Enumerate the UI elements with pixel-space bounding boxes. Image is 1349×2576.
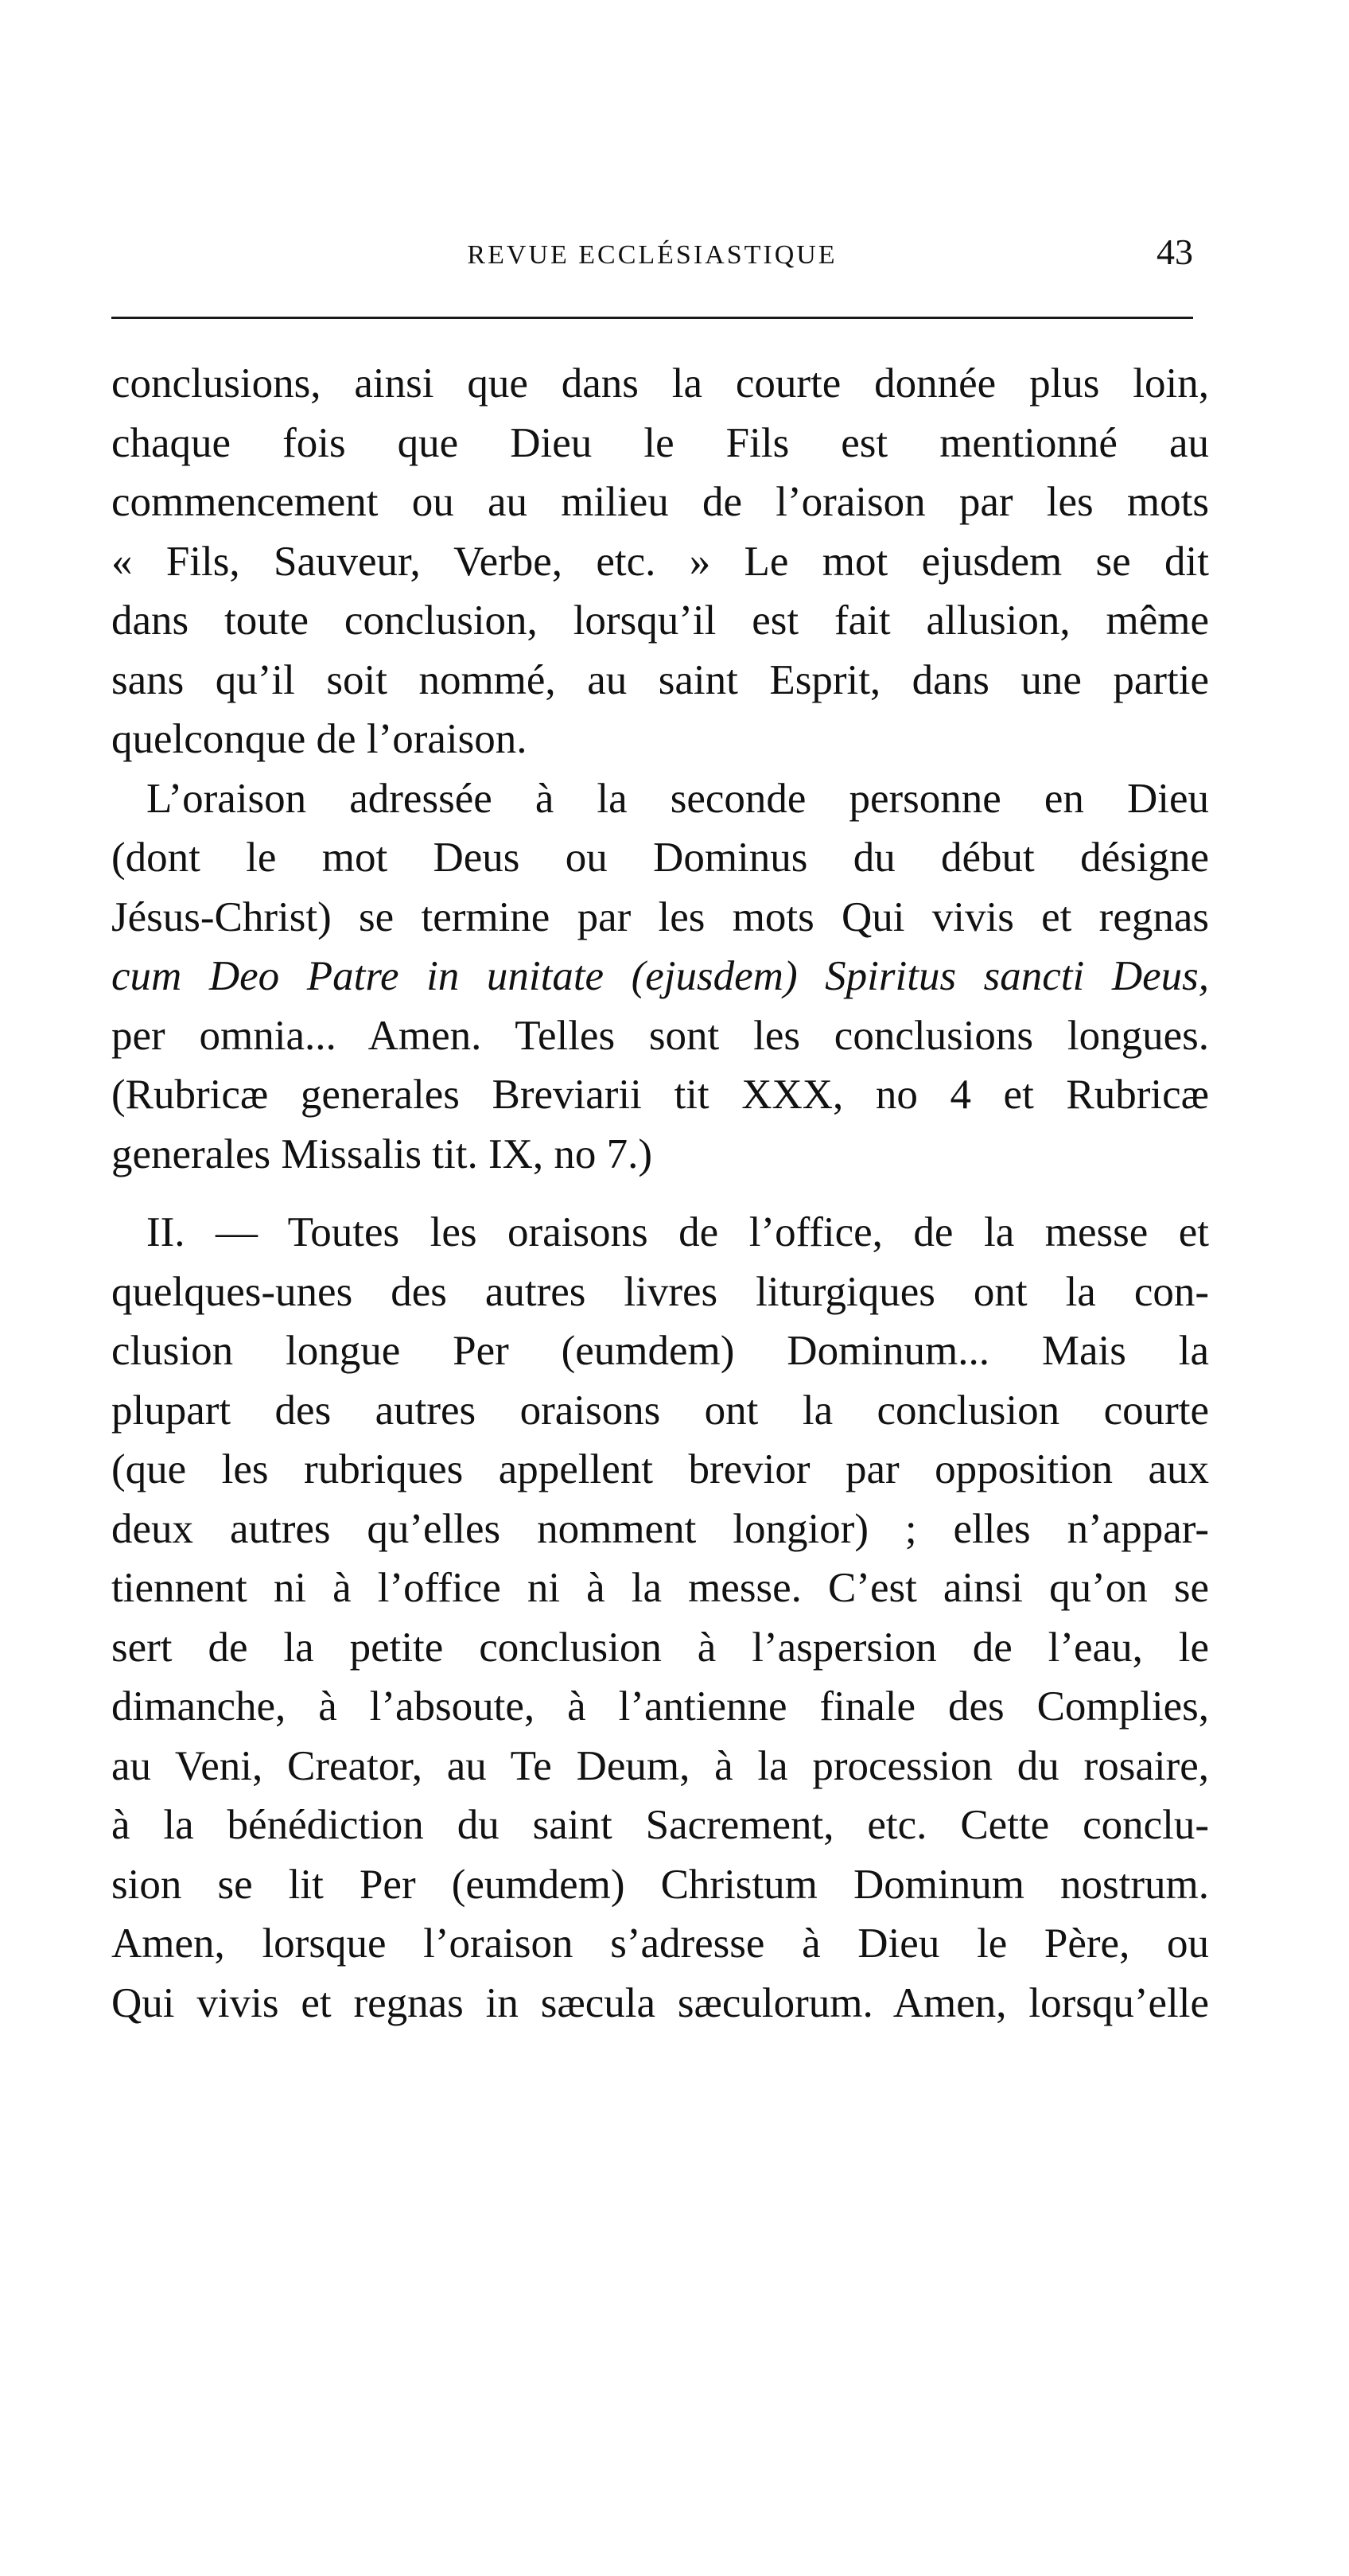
text-line: (Rubricæ generales Breviarii tit XXX, no 4 et Rubricæ bbox=[111, 1072, 1209, 1118]
text-line: Amen, lorsque l’oraison s’adresse à Dieu le Père, ou bbox=[111, 1920, 1209, 1967]
text-line: chaque fois que Dieu le Fils est mentionné au bbox=[111, 419, 1209, 466]
text-line: Jésus-Christ) se termine par les mots Qui vivis et regnas bbox=[111, 893, 1209, 940]
text-line: sans qu’il soit nommé, au saint Esprit, dans une partie bbox=[111, 656, 1209, 703]
text-line: Qui vivis et regnas in sæcula sæculorum. Amen, lorsqu’elle bbox=[111, 1979, 1209, 2026]
text-line: cum Deo Patre in unitate (ejusdem) Spiritus sancti Deus, bbox=[111, 953, 1209, 999]
text-line: sion se lit Per (eumdem) Christum Dominum nostrum. bbox=[111, 1861, 1209, 1908]
text-line: quelques-unes des autres livres liturgiques ont la con- bbox=[111, 1268, 1209, 1315]
text-line: commencement ou au milieu de l’oraison par les mots bbox=[111, 479, 1209, 525]
text-line: deux autres qu’elles nomment longior) ; elles n’appar- bbox=[111, 1505, 1209, 1552]
text-line: clusion longue Per (eumdem) Dominum... Mais la bbox=[111, 1328, 1209, 1374]
running-title: REVUE ECCLÉSIASTIQUE bbox=[467, 240, 838, 270]
paragraph-1 bbox=[111, 354, 1209, 769]
text-line: sert de la petite conclusion à l’aspersion de l’eau, le bbox=[111, 1624, 1209, 1671]
text-line: tiennent ni à l’office ni à la messe. C’est ainsi qu’on se bbox=[111, 1565, 1209, 1611]
text-line: dans toute conclusion, lorsqu’il est fait allusion, même bbox=[111, 597, 1209, 644]
header-rule bbox=[111, 317, 1193, 319]
text-line: conclusions, ainsi que dans la courte donnée plus loin, bbox=[111, 360, 1209, 407]
page-number: 43 bbox=[1157, 232, 1193, 272]
text-line: II. — Toutes les oraisons de l’office, de la messe et bbox=[146, 1209, 1209, 1255]
text-line: per omnia... Amen. Telles sont les conclusions longues. bbox=[111, 1012, 1209, 1059]
body-text bbox=[111, 354, 1209, 2033]
text-line: quelconque de l’oraison. bbox=[111, 716, 527, 762]
text-line: generales Missalis tit. IX, no 7.) bbox=[111, 1130, 653, 1177]
running-head bbox=[111, 231, 1193, 278]
text-line: (que les rubriques appellent brevior par opposition aux bbox=[111, 1446, 1209, 1492]
paragraph-2 bbox=[111, 769, 1209, 1185]
text-line: au Veni, Creator, au Te Deum, à la procession du rosaire, bbox=[111, 1742, 1209, 1789]
text-line: L’oraison adressée à la seconde personne en Dieu bbox=[146, 775, 1209, 822]
text-line: dimanche, à l’absoute, à l’antienne finale des Complies, bbox=[111, 1683, 1209, 1730]
text-line: (dont le mot Deus ou Dominus du début désigne bbox=[111, 835, 1209, 881]
paragraph-3 bbox=[111, 1203, 1209, 2033]
text-line: plupart des autres oraisons ont la conclusion courte bbox=[111, 1387, 1209, 1434]
text-line: à la bénédiction du saint Sacrement, etc. Cette conclu- bbox=[111, 1802, 1209, 1848]
text-line: « Fils, Sauveur, Verbe, etc. » Le mot ejusdem se dit bbox=[111, 538, 1209, 585]
